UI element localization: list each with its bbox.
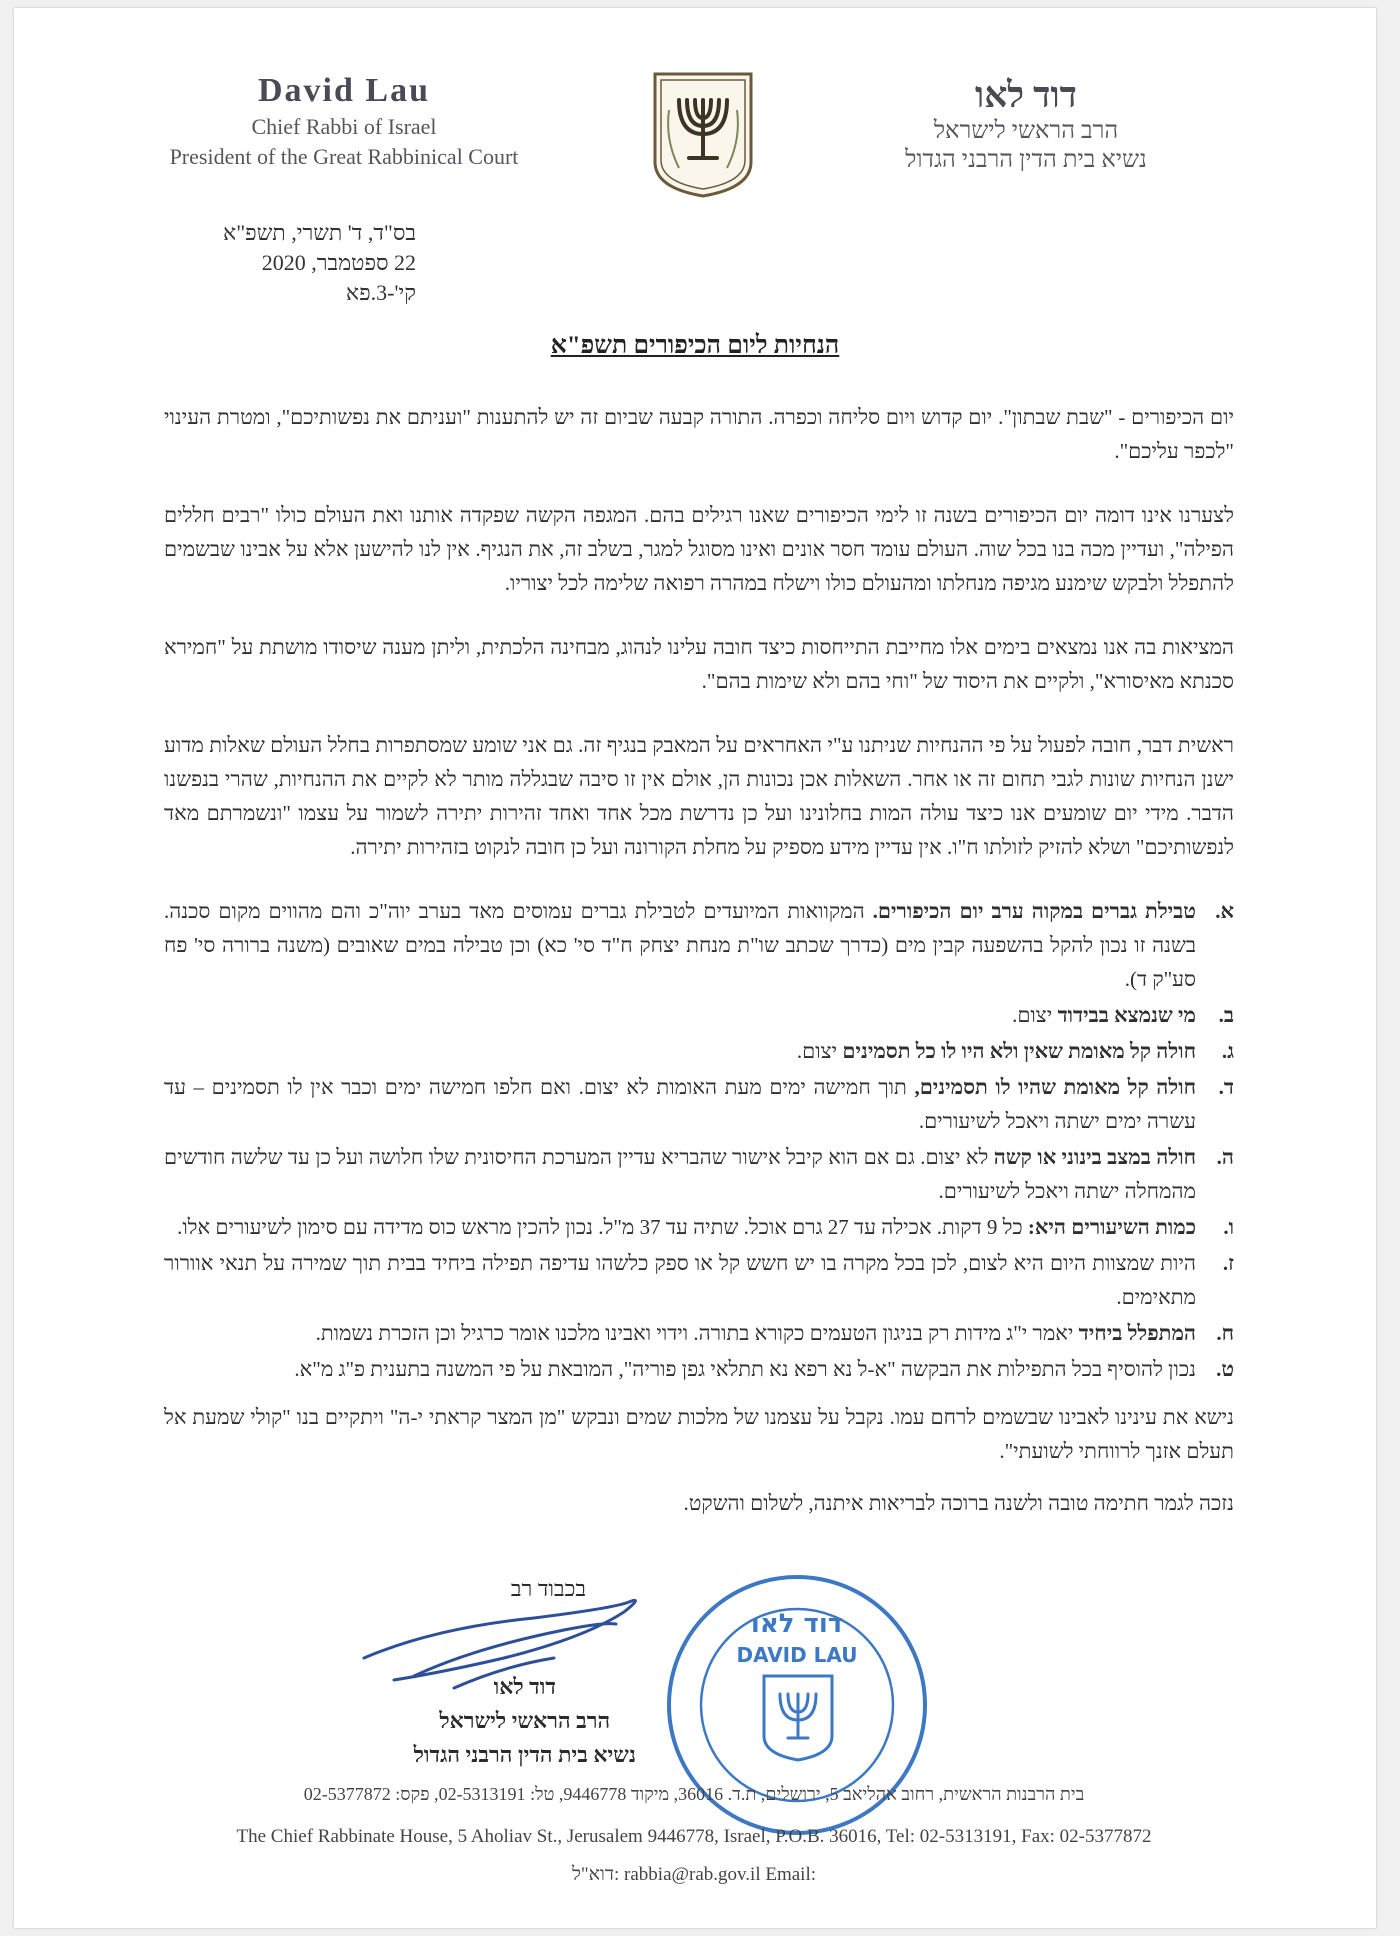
footer-email: דוא"ל: rabbia@rab.gov.il Email: bbox=[571, 1864, 817, 1885]
guideline-item bbox=[164, 1034, 1234, 1068]
footer-hebrew-address: בית הרבנות הראשית, רחוב אהליאב 5, ירושלים, ת.ד. 36016, מיקוד 9446778, טל: 02-5313191, פקס: 02-5377872 bbox=[303, 1784, 1085, 1804]
letterhead-english bbox=[134, 72, 554, 170]
guideline-item bbox=[164, 998, 1234, 1032]
guideline-text: יאמר י"ג מידות רק בניגון הטעמים כקורא בתורה. וידוי ואבינו מלכנו אומר כרגיל וכן הזכרת נשמות. bbox=[315, 1321, 1079, 1345]
paragraph-1: יום הכיפורים - "שבת שבתון". יום קדוש ויום סליחה וכפרה. התורה קבעה שביום זה יש להתענות "ועניתם את נפשותיכם", ומטרת העינוי "לכפר עליכם". bbox=[164, 405, 1234, 463]
menorah-emblem-icon bbox=[649, 70, 757, 200]
paragraph-3: המציאות בה אנו נמצאים בימים אלו מחייבת התייחסות כיצד חובה עלינו לנהוג, מבחינה הלכתית, וליתן מענה שיסודו מושתת על "חמירא סכנתא מאיסורא", ולקיים את היסוד של "וחי בהם ולא שימות בהם". bbox=[164, 635, 1234, 693]
signer-name: דוד לאו bbox=[493, 1674, 556, 1699]
guideline-heading: חולה קל מאומת שהיו לו תסמינים, bbox=[914, 1075, 1197, 1099]
letterhead-en-position: President of the Great Rabbinical Court bbox=[169, 144, 519, 169]
guideline-heading: מי שנמצא בבידוד bbox=[1057, 1003, 1196, 1027]
guideline-item bbox=[164, 1246, 1234, 1314]
letter-body bbox=[164, 400, 1234, 1550]
letterhead-he-position: נשיא בית הדין הרבני הגדול bbox=[905, 147, 1147, 173]
letter-page bbox=[14, 8, 1376, 1928]
guideline-item bbox=[164, 1316, 1234, 1350]
letterhead-hebrew bbox=[816, 74, 1236, 174]
guideline-letter: א. bbox=[1215, 899, 1234, 923]
paragraph-4: ראשית דבר, חובה לפעול על פי ההנחיות שניתנו ע"י האחראים על המאבק בנגיף זה. גם אני שומע שמסתפרות בחלל העולם שאלות מדוע ישנן הנחיות שונות לגבי תחום זה או אחר. השאלות אכן נכונות הן, אולם אין זו סיבה שבגללה מותר לא לקיים את ההנחיות, שהרי בנפשנו הדבר. מידי יום שומעים אנו כיצד עולה המות בחלונינו ועל כן נדרשת מכל אחד ואחד זהירות יתירה לשמור על עצמו "ונשמרתם מאד לנפשותיכם" ושלא להזיק לזולתו ח"ו. אין עדיין מידע מספיק על מחלת הקורונה ועל כן חובה לנקוט בזהירות יתירה. bbox=[164, 733, 1234, 859]
stamp-hebrew-name: דוד לאו bbox=[750, 1609, 844, 1639]
guideline-letter: ח. bbox=[1216, 1321, 1234, 1345]
guideline-text: כל 9 דקות. אכילה עד 27 גרם אוכל. שתיה עד 37 מ"ל. נכון להכין מראש כוס מדידה עם סימון לשיעורים אלו. bbox=[177, 1215, 1028, 1239]
letter-title: הנחיות ליום הכיפורים תשפ"א bbox=[550, 332, 840, 359]
hebrew-date: בס"ד, ד' תשרי, תשפ"א bbox=[223, 220, 416, 245]
guideline-letter: ז. bbox=[1222, 1251, 1234, 1275]
stamp-english-name: DAVID LAU bbox=[736, 1643, 858, 1667]
guideline-item bbox=[164, 1210, 1234, 1244]
gregorian-date: 22 ספטמבר, 2020 bbox=[261, 250, 416, 275]
signer-title: הרב הראשי לישראל bbox=[439, 1708, 611, 1733]
guideline-item bbox=[164, 894, 1234, 996]
guideline-text: תוך חמישה ימים מעת האומות לא יצום. ואם חלפו חמישה ימים וכבר אין לו תסמינים – עד עשרה ימים ישתה ויאכל לשיעורים. bbox=[164, 1075, 1196, 1133]
guideline-letter: ט. bbox=[1216, 1357, 1234, 1381]
regards-line: בכבוד רב bbox=[510, 1576, 586, 1601]
guideline-text: המקוואות המיועדים לטבילת גברים עמוסים מאד בערב יוה"כ והם מהווים מקום סכנה. בשנה זו נכון להקל בהשפעה קבין מים (כדרך שכתב שו"ת מנחת יצחק ח"ד סי' כא) וכן טבילה במים שאובים (משנה ברורה סי' פח סע"ק ד). bbox=[164, 899, 1196, 991]
signer-block bbox=[414, 1670, 636, 1772]
signer-position: נשיא בית הדין הרבני הגדול bbox=[413, 1742, 636, 1767]
guideline-text: יצום. bbox=[796, 1039, 843, 1063]
guideline-item bbox=[164, 1352, 1234, 1386]
guideline-letter: ה. bbox=[1216, 1145, 1234, 1169]
date-block bbox=[223, 218, 416, 308]
closing-paragraph-1: נישא את עינינו לאבינו שבשמים לרחם עמו. נקבל על עצמנו של מלכות שמים ונבקש "מן המצר קראתי י-ה" ויתקיים בנו "קולי שמעת אל תעלם אזנך לרווחתי לשועתי". bbox=[164, 1405, 1234, 1463]
guideline-heading: חולה קל מאומת שאין ולא היו לו כל תסמינים bbox=[842, 1039, 1196, 1063]
guideline-letter: ב. bbox=[1218, 1003, 1234, 1027]
footer-english-address: The Chief Rabbinate House, 5 Aholiav St., Jerusalem 9446778, Israel, P.O.B. 36016, Tel: 02-5313191, Fax: 02-5377872 bbox=[236, 1826, 1152, 1847]
guideline-heading: כמות השיעורים היא: bbox=[1027, 1215, 1196, 1239]
guideline-letter: ד. bbox=[1218, 1075, 1234, 1099]
letterhead-he-name: דוד לאו bbox=[974, 75, 1077, 115]
closing-paragraph-2: נזכה לגמר חתימה טובה ולשנה ברוכה לבריאות איתנה, לשלום והשקט. bbox=[683, 1491, 1234, 1515]
guideline-letter: ו. bbox=[1223, 1215, 1234, 1239]
guidelines-list bbox=[164, 894, 1234, 1386]
guideline-heading: חולה במצב בינוני או קשה bbox=[993, 1145, 1196, 1169]
guideline-text: יצום. bbox=[1012, 1003, 1058, 1027]
letterhead-he-title: הרב הראשי לישראל bbox=[933, 118, 1119, 144]
guideline-text: לא יצום. גם אם הוא קיבל אישור שהבריא עדיין המערכת החיסונית שלו חלושה ועל כן עד שלשה חודשים מהמחלה ישתה ויאכל לשיעורים. bbox=[164, 1145, 1196, 1203]
guideline-heading: טבילת גברים במקוה ערב יום הכיפורים. bbox=[872, 899, 1196, 923]
paragraph-2: לצערנו אינו דומה יום הכיפורים בשנה זו לימי הכיפורים שאנו רגילים בהם. המגפה הקשה שפקדה אותנו ואת העולם כולו "רבים חללים הפילה", ועדיין מכה בנו בכל שוה. העולם עומד חסר אונים ואינו מסוגל למגר, בשלב זה, את הנגיף. אין לנו להישען אלא על אבינו שבשמים להתפלל ולבקש שימנע מגיפה מנחלתו ומהעולם כולו וישלח במהרה רפואה שלימה לכל יצוריו. bbox=[164, 503, 1234, 595]
reference-number: קי'-3.פא bbox=[345, 280, 416, 305]
guideline-text: היות שמצוות היום היא לצום, לכן בכל מקרה בו יש חשש קל או ספק כלשהו עדיפה תפילה ביחיד בבית תוך שמירה על תנאי אוורור מתאימים. bbox=[164, 1251, 1196, 1309]
guideline-letter: ג. bbox=[1221, 1039, 1234, 1063]
guideline-heading: המתפלל ביחיד bbox=[1078, 1321, 1196, 1345]
letterhead-en-title: Chief Rabbi of Israel bbox=[251, 114, 437, 139]
letterhead-en-name: David Lau bbox=[258, 72, 430, 109]
guideline-text: נכון להוסיף בכל התפילות את הבקשה "א-ל נא רפא נא תתלאי גפן פוריה", המובאת על פי המשנה בתענית פ"ג מ"א. bbox=[294, 1357, 1196, 1381]
guideline-item bbox=[164, 1070, 1234, 1138]
guideline-item bbox=[164, 1140, 1234, 1208]
